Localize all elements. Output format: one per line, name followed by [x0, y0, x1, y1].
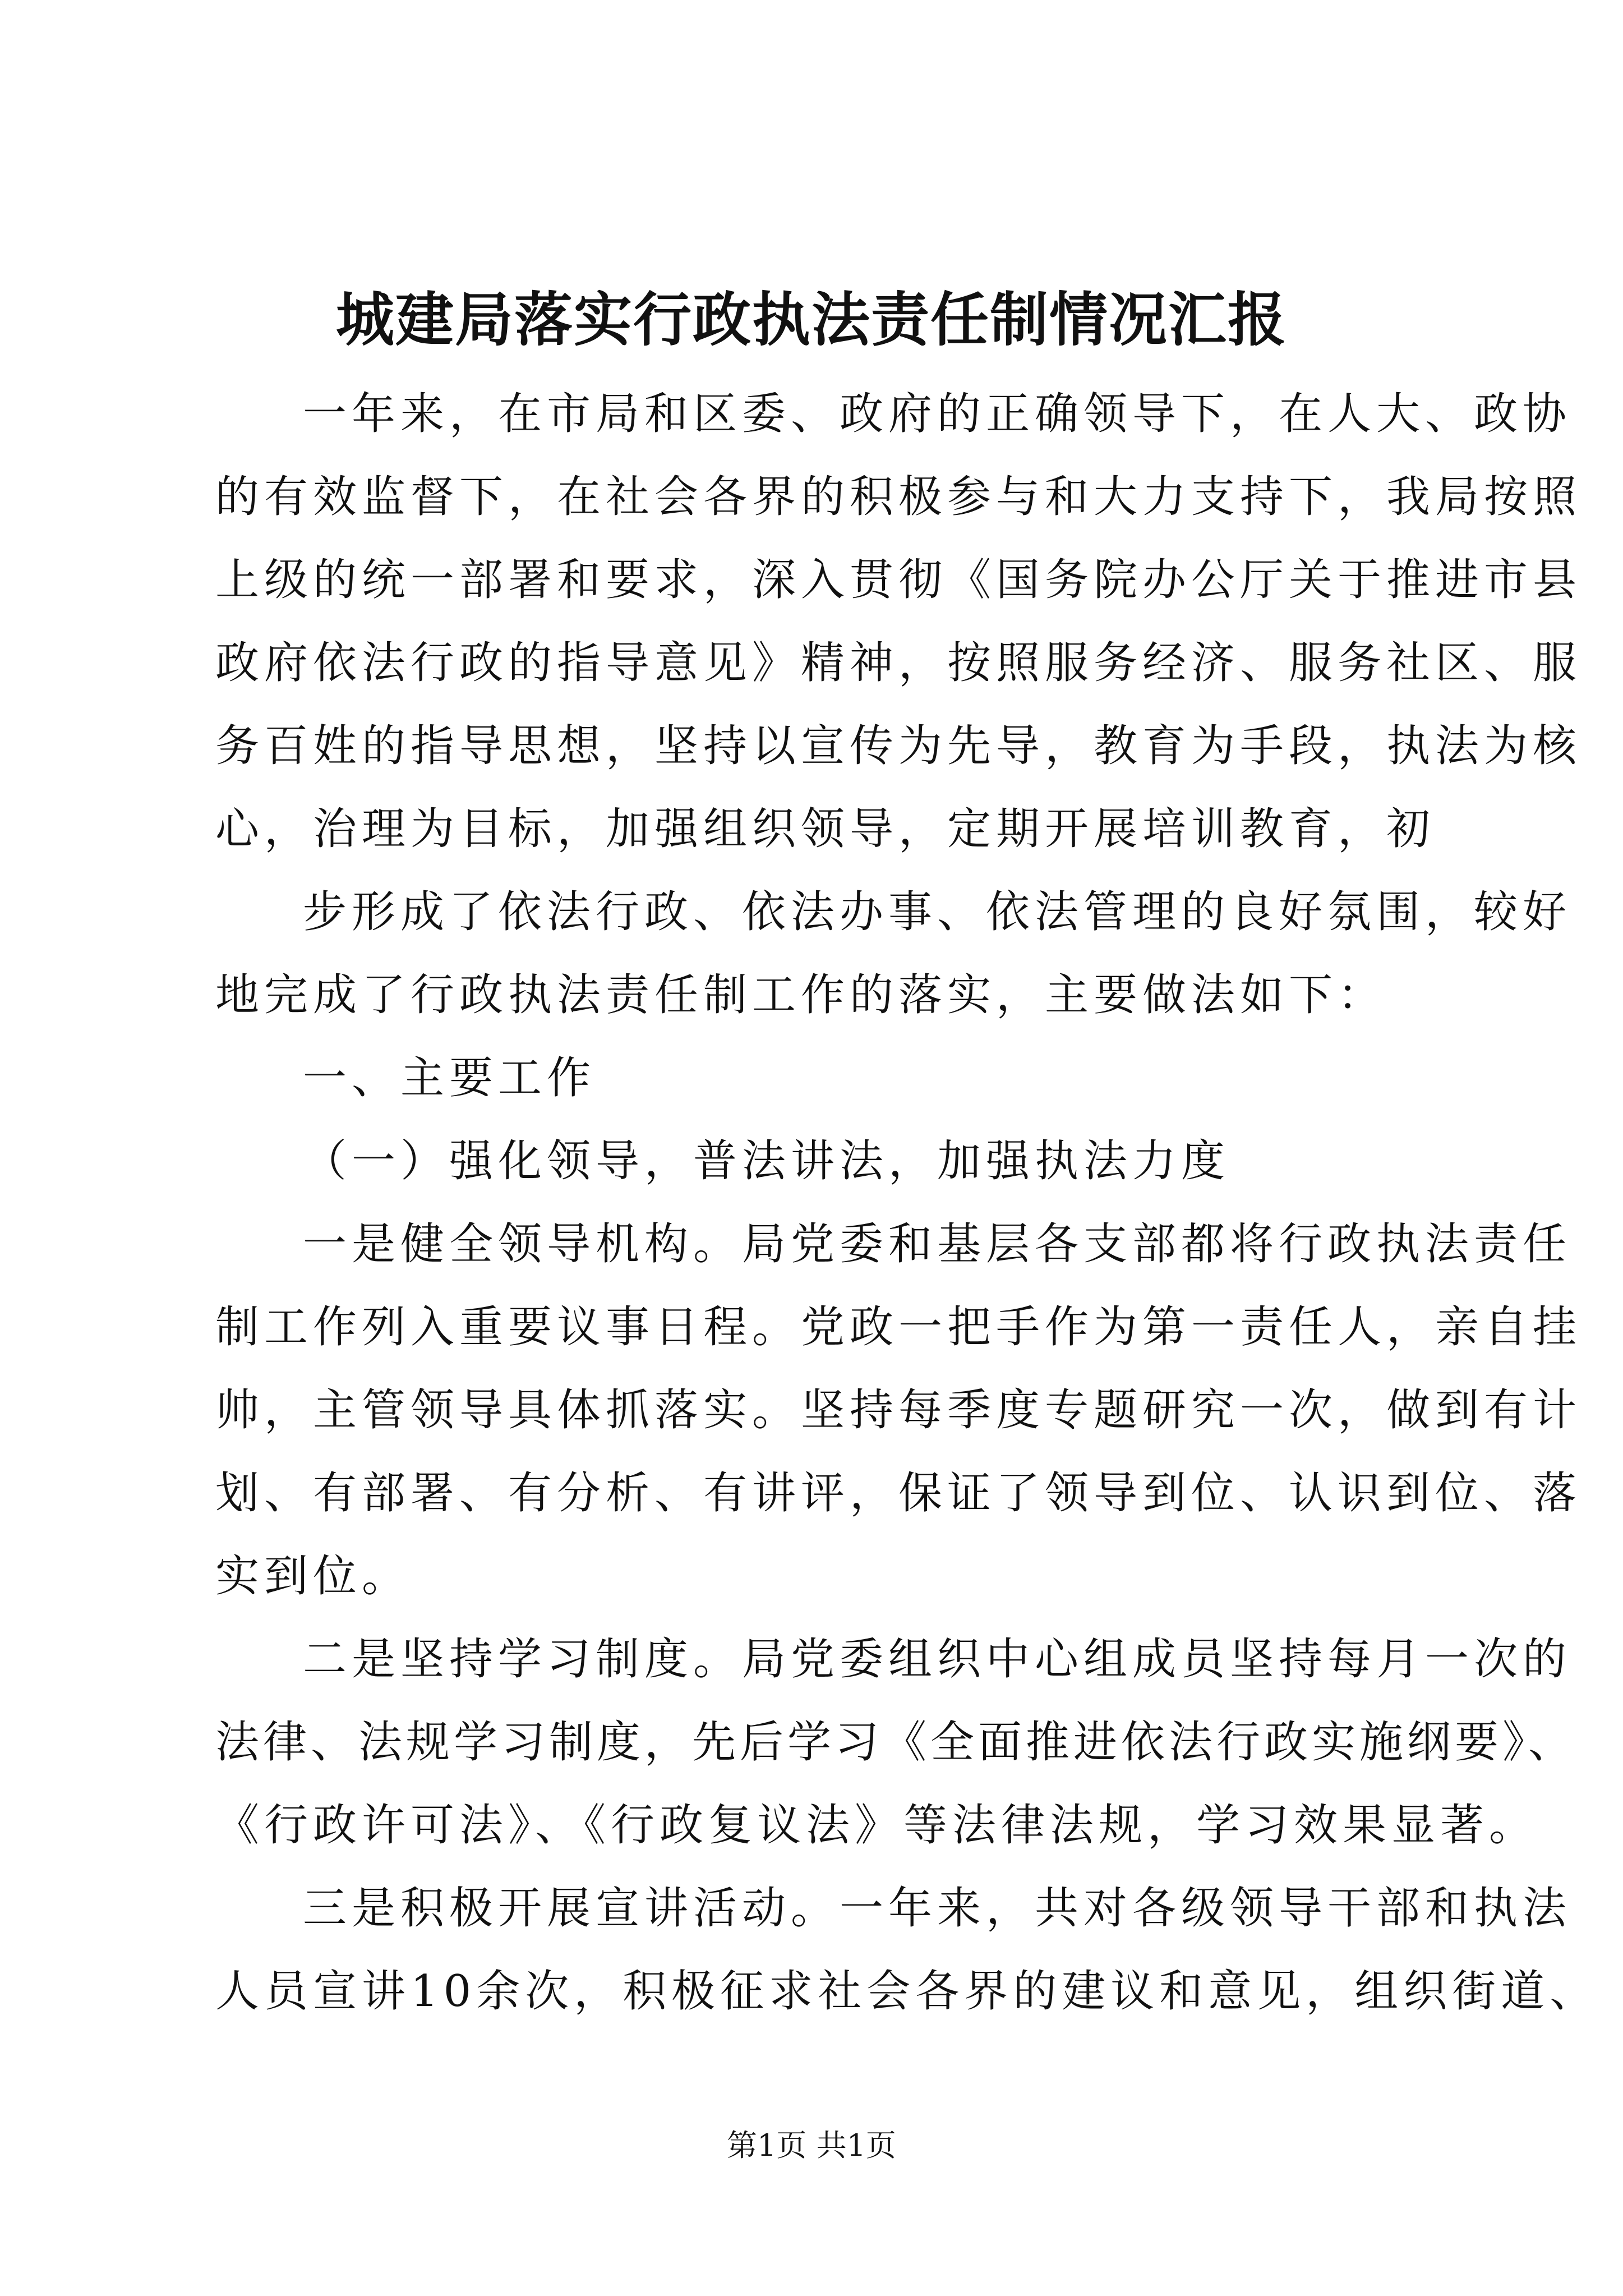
subsection-heading: （一）强化领导，普法讲法，加强执法力度 [303, 1136, 1230, 1186]
paragraph-line: 上级的统一部署和要求，深入贯彻《国务院办公厅关于推进市县 [215, 555, 1582, 605]
paragraph-line: 三是积极开展宣讲活动。一年来，共对各级领导干部和执法 [303, 1883, 1572, 1934]
paragraph-line: 《行政许可法》、《行政复议法》等法律法规，学习效果显著。 [215, 1800, 1538, 1851]
document-title: 城建局落实行政执法责任制情况汇报 [335, 285, 1287, 354]
paragraph-line: 地完成了行政执法责任制工作的落实，主要做法如下： [215, 970, 1387, 1020]
section-heading: 一、主要工作 [303, 1053, 596, 1103]
paragraph-line: 帅，主管领导具体抓落实。坚持每季度专题研究一次，做到有计 [215, 1385, 1582, 1435]
paragraph-line: 划、有部署、有分析、有讲评，保证了领导到位、认识到位、落 [215, 1468, 1582, 1519]
paragraph-line: 的有效监督下，在社会各界的积极参与和大力支持下，我局按照 [215, 472, 1582, 522]
paragraph-line: 人员宣讲10余次，积极征求社会各界的建议和意见，组织街道、 [215, 1966, 1599, 2017]
paragraph-line: 二是坚持学习制度。局党委组织中心组成员坚持每月一次的 [303, 1634, 1572, 1685]
paragraph-line: 实到位。 [215, 1551, 411, 1602]
paragraph-line: 政府依法行政的指导意见》精神，按照服务经济、服务社区、服 [215, 638, 1582, 688]
page-number-footer: 第1页 共1页 [727, 2128, 896, 2163]
paragraph-line: 一年来，在市局和区委、政府的正确领导下，在人大、政协 [303, 389, 1572, 439]
paragraph-line: 务百姓的指导思想，坚持以宣传为先导，教育为手段，执法为核 [215, 721, 1582, 771]
paragraph-line: 步形成了依法行政、依法办事、依法管理的良好氛围，较好 [303, 887, 1572, 937]
paragraph-line: 法律、法规学习制度，先后学习《全面推进依法行政实施纲要》、 [215, 1717, 1576, 1768]
paragraph-line: 制工作列入重要议事日程。党政一把手作为第一责任人，亲自挂 [215, 1302, 1582, 1352]
paragraph-line: 一是健全领导机构。局党委和基层各支部都将行政执法责任 [303, 1219, 1572, 1269]
paragraph-line: 心，治理为目标，加强组织领导，定期开展培训教育，初 [215, 804, 1436, 854]
